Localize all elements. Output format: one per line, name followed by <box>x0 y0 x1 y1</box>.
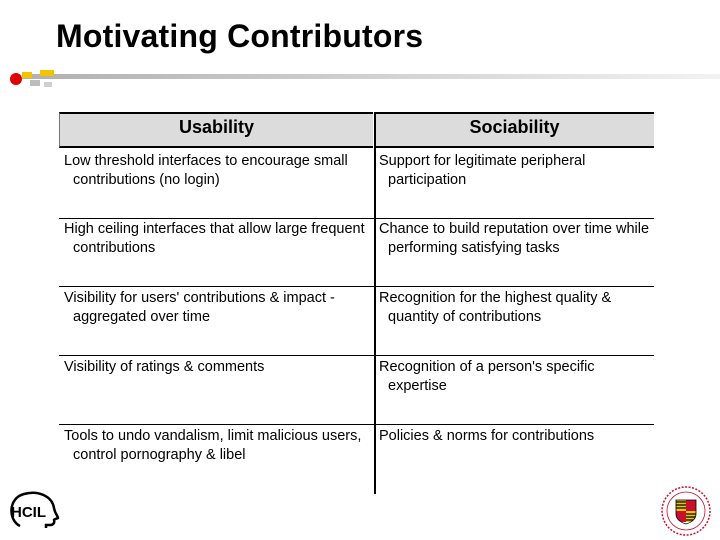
row-divider <box>59 286 654 287</box>
title-underline-decoration <box>0 66 720 94</box>
slide-title: Motivating Contributors <box>56 18 424 54</box>
university-of-maryland-seal-icon <box>660 484 712 538</box>
comparison-table <box>59 112 654 494</box>
usability-row-3: Visibility for users' contributions & impact - aggregated over time <box>64 290 335 325</box>
row-divider <box>59 355 654 356</box>
hcil-logo <box>6 490 62 530</box>
usability-row-5: Tools to undo vandalism, limit malicious users, control pornography & libel <box>64 428 362 463</box>
usability-row-1: Low threshold interfaces to encourage small contributions (no login) <box>64 153 348 188</box>
sociability-row-1: Support for legitimate peripheral participation <box>379 153 586 188</box>
column-divider <box>374 112 376 494</box>
row-divider <box>59 218 654 219</box>
usability-row-4: Visibility of ratings & comments <box>64 359 265 375</box>
usability-row-2: High ceiling interfaces that allow large frequent contributions <box>64 221 365 256</box>
sociability-row-3: Recognition for the highest quality & quantity of contributions <box>379 290 612 325</box>
sociability-row-2: Chance to build reputation over time while performing satisfying tasks <box>379 221 650 256</box>
red-dot-icon <box>10 73 22 85</box>
header-sociability: Sociability <box>375 112 654 148</box>
sociability-row-5: Policies & norms for contributions <box>379 428 595 444</box>
row-divider <box>59 424 654 425</box>
header-usability: Usability <box>59 112 373 148</box>
sociability-row-4: Recognition of a person's specific expertise <box>379 359 595 394</box>
hcil-logo-text: HCIL <box>11 504 46 521</box>
